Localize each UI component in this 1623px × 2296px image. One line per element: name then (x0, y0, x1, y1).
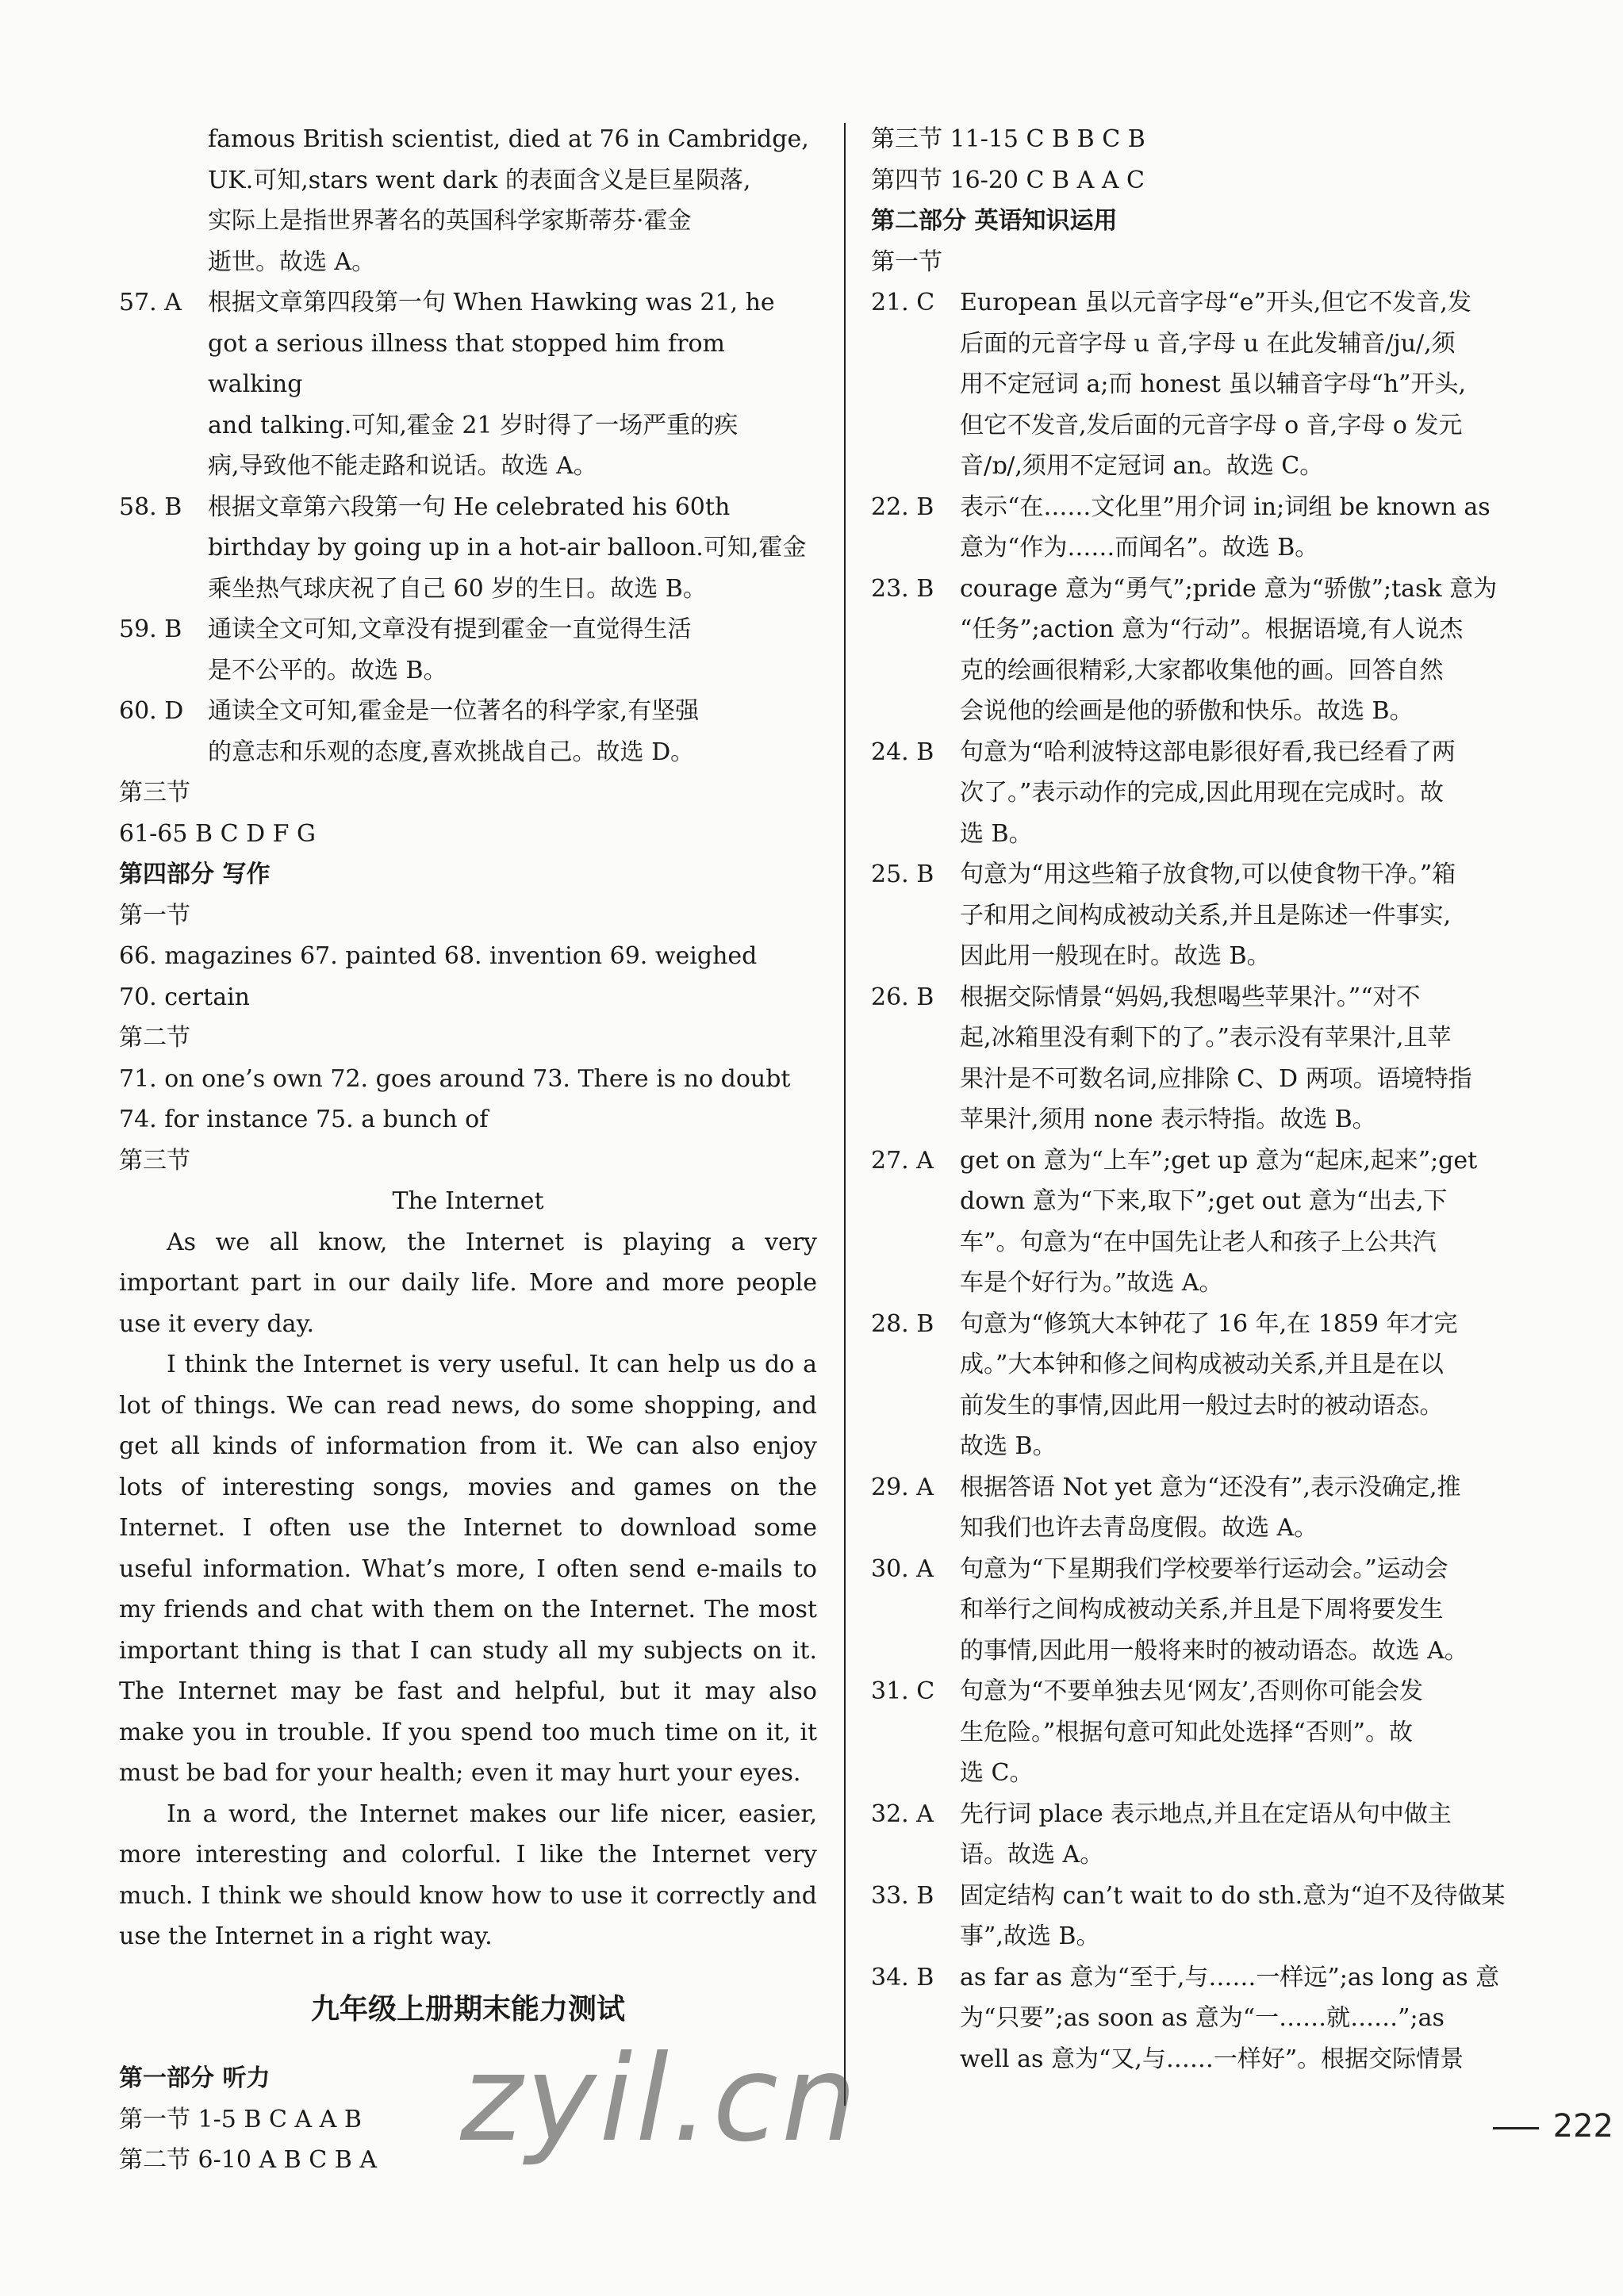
essay-paragraph: In a word, the Internet makes our life nicer, easier, more interesting and colorful. I like the Internet very much. I think we should know how to use it correctly and use the Internet in a right way. (119, 1800, 817, 1950)
answer-number: 31. C (871, 1677, 935, 1705)
answer-explanation (208, 487, 817, 610)
text-line: 事”,故选 B。 (960, 1922, 1100, 1950)
answer-explanation (208, 282, 817, 487)
answer-item (119, 609, 817, 691)
text-line: 语。故选 A。 (960, 1841, 1104, 1869)
text-line: 句意为“用这些箱子放食物,可以使食物干净。”箱 (960, 861, 1456, 888)
answer-item (871, 1304, 1575, 1467)
text-line: as far as 意为“至于,与……一样远”;as long as 意 (960, 1963, 1500, 1991)
answer-explanation (960, 1467, 1575, 1549)
answer-explanation (960, 1140, 1575, 1304)
text-line: 因此用一般现在时。故选 B。 (960, 942, 1271, 970)
answer-line: 61-65 B C D F G (119, 819, 316, 848)
answer-item (871, 1876, 1575, 1957)
answer-item (119, 487, 817, 610)
answer-item (871, 1467, 1575, 1549)
answer-explanation (960, 1549, 1575, 1672)
answer-line: 第三节 11-15 C B B C B (871, 125, 1145, 153)
answer-explanation (960, 1671, 1575, 1794)
answer-item (871, 1140, 1575, 1304)
text-line: down 意为“下来,取下”;get out 意为“出去,下 (960, 1187, 1448, 1215)
answer-number: 29. A (871, 1473, 934, 1501)
answer-line: 第二节 6-10 A B C B A (119, 2146, 377, 2174)
answer-number: 33. B (871, 1881, 934, 1910)
text-line: 起,冰箱里没有剩下的了。”表示没有苹果汁,且苹 (960, 1024, 1452, 1052)
answer-item (871, 854, 1575, 977)
text-line: 成。”大本钟和修之间构成被动关系,并且是在以 (960, 1351, 1444, 1378)
column-divider (844, 123, 846, 2106)
answer-item (871, 1549, 1575, 1672)
text-line: 表示“在……文化里”用介词 in;词组 be known as (960, 493, 1491, 521)
text-line: 用不定冠词 a;而 honest 虽以辅音字母“h”开头, (960, 370, 1467, 398)
answer-number: 24. B (871, 738, 934, 766)
text-line: 选 C。 (960, 1759, 1034, 1787)
text-line: 逝世。故选 A。 (208, 247, 376, 276)
watermark: zyil.cn (460, 2030, 861, 2168)
answer-line: 66. magazines 67. painted 68. invention 69. weighed (119, 942, 758, 970)
essay-paragraph: As we all know, the Internet is playing a very important part in our daily life. More and more people use it every day. (119, 1228, 817, 1338)
text-line: 次了。”表示动作的完成,因此用现在完成时。故 (960, 779, 1444, 807)
answer-explanation (960, 854, 1575, 977)
answer-item (871, 1794, 1575, 1876)
text-line: 句意为“不要单独去见‘网友’,否则你可能会发 (960, 1677, 1423, 1705)
text-line: 句意为“下星期我们学校要举行运动会。”运动会 (960, 1554, 1448, 1583)
answer-item (871, 569, 1575, 732)
answer-explanation (960, 732, 1575, 855)
answer-explanation (208, 609, 817, 691)
answer-number: 60. D (119, 697, 184, 725)
page-number (1493, 2108, 1613, 2145)
text-line: 生危险。”根据句意可知此处选择“否则”。故 (960, 1718, 1414, 1746)
text-line: 乘坐热气球庆祝了自己 60 岁的生日。故选 B。 (208, 574, 707, 603)
page-number-text: 222 (1552, 2108, 1613, 2145)
text-line: 和举行之间构成被动关系,并且是下周将要发生 (960, 1596, 1444, 1623)
text-line: 会说他的绘画是他的骄傲和快乐。故选 B。 (960, 697, 1414, 725)
answer-number: 32. A (871, 1800, 934, 1828)
section-label: 第三节 (119, 779, 190, 807)
answer-item (871, 977, 1575, 1140)
text-line: 句意为“哈利波特这部电影很好看,我已经看了两 (960, 738, 1456, 766)
q56-continuation (119, 119, 817, 282)
text-line: UK.可知,stars went dark 的表面含义是巨星陨落, (208, 166, 751, 194)
text-line: 句意为“修筑大本钟花了 16 年,在 1859 年才完 (960, 1309, 1458, 1338)
text-line: 子和用之间构成被动关系,并且是陈述一件事实, (960, 901, 1452, 930)
answer-item (871, 1671, 1575, 1794)
answer-number: 30. A (871, 1554, 934, 1583)
left-column (119, 119, 817, 2181)
section-label: 第一节 (871, 247, 942, 276)
text-line: 前发生的事情,因此用一般过去时的被动语态。 (960, 1391, 1444, 1420)
answer-number: 21. C (871, 289, 935, 316)
text-line: birthday by going up in a hot-air balloon.可知,霍金 (208, 534, 807, 562)
answer-item (119, 282, 817, 487)
text-line: 选 B。 (960, 819, 1033, 848)
answer-explanation (960, 1794, 1575, 1876)
text-line: 先行词 place 表示地点,并且在定语从句中做主 (960, 1800, 1452, 1828)
answer-explanation (960, 1957, 1575, 2080)
text-line: 后面的元音字母 u 音,字母 u 在此发辅音/ju/,须 (960, 329, 1456, 358)
section-label: 第二节 (119, 1024, 190, 1052)
text-line: 但它不发音,发后面的元音字母 o 音,字母 o 发元 (960, 411, 1463, 439)
answer-line: 70. certain (119, 983, 250, 1011)
part-title: 第四部分 写作 (119, 861, 270, 888)
answer-number: 22. B (871, 493, 934, 521)
text-line: 的事情,因此用一般将来时的被动语态。故选 A。 (960, 1636, 1468, 1665)
answer-explanation (960, 1876, 1575, 1957)
text-line: 根据答语 Not yet 意为“还没有”,表示没确定,推 (960, 1473, 1461, 1501)
answer-number: 34. B (871, 1963, 934, 1991)
answer-explanation (960, 1304, 1575, 1467)
answer-number: 28. B (871, 1309, 934, 1338)
answer-explanation (960, 282, 1575, 487)
answer-explanation (960, 977, 1575, 1140)
essay-paragraph: I think the Internet is very useful. It can help us do a lot of things. We can read news, do some shopping, and get all kinds of information from it. We can also enjoy lots of interesting songs, movies and games on the Internet. I often use the Internet to download some useful information. What’s more, I often send e-mails to my friends and chat with them on the Internet. The most important thing is that I can study all my subjects on it. The Internet may be fast and helpful, but it may also make you in trouble. If you spend too much time on it, it must be bad for your health; even it may hurt your eyes. (119, 1351, 817, 1787)
part-title: 第一部分 听力 (119, 2064, 270, 2092)
answer-explanation (208, 691, 817, 772)
text-line: got a serious illness that stopped him from walking (208, 329, 725, 398)
text-line: famous British scientist, died at 76 in Cambridge, (208, 125, 809, 153)
section-label: 第一节 (119, 901, 190, 930)
answer-item (871, 282, 1575, 487)
answer-line: 第四节 16-20 C B A A C (871, 166, 1145, 194)
text-line: and talking.可知,霍金 21 岁时得了一场严重的疾 (208, 411, 739, 439)
text-line: 固定结构 can’t wait to do sth.意为“迫不及待做某 (960, 1881, 1506, 1910)
text-line: 知我们也许去青岛度假。故选 A。 (960, 1514, 1318, 1542)
text-line: 音/ɒ/,须用不定冠词 an。故选 C。 (960, 452, 1324, 480)
answer-number: 57. A (119, 289, 182, 316)
text-line: 的意志和乐观的态度,喜欢挑战自己。故选 D。 (208, 738, 695, 766)
answer-item (871, 1957, 1575, 2080)
text-line: 克的绘画很精彩,大家都收集他的画。回答自然 (960, 656, 1444, 684)
text-line: 苹果汁,须用 none 表示特指。故选 B。 (960, 1106, 1376, 1133)
answer-number: 58. B (119, 493, 182, 521)
essay-title: The Internet (392, 1187, 544, 1215)
text-line: 病,导致他不能走路和说话。故选 A。 (208, 452, 597, 480)
answer-explanation (960, 487, 1575, 569)
text-line: 意为“作为……而闻名”。故选 B。 (960, 534, 1319, 562)
answer-number: 26. B (871, 983, 934, 1011)
answer-number: 25. B (871, 861, 934, 888)
text-line: 根据交际情景“妈妈,我想喝些苹果汁。”“对不 (960, 983, 1421, 1011)
text-line: 根据文章第六段第一句 He celebrated his 60th (208, 493, 731, 521)
text-line: courage 意为“勇气”;pride 意为“骄傲”;task 意为 (960, 574, 1498, 603)
answer-number: 27. A (871, 1146, 934, 1175)
text-line: get on 意为“上车”;get up 意为“起床,起来”;get (960, 1146, 1478, 1175)
text-line: 为“只要”;as soon as 意为“一……就……”;as (960, 2004, 1445, 2032)
text-line: 根据文章第四段第一句 When Hawking was 21, he (208, 289, 775, 316)
answer-item (871, 487, 1575, 569)
answer-number: 59. B (119, 615, 182, 643)
right-answer-list (871, 282, 1575, 2079)
answer-item (119, 691, 817, 772)
page-number-dash (1493, 2127, 1539, 2129)
answer-item (871, 732, 1575, 855)
exam-title: 九年级上册期末能力测试 (310, 1992, 625, 2026)
answer-explanation (960, 569, 1575, 732)
text-line: 实际上是指世界著名的英国科学家斯蒂芬·霍金 (208, 207, 692, 235)
part-title: 第二部分 英语知识运用 (871, 207, 1118, 235)
answer-line: 第一节 1-5 B C A A B (119, 2105, 362, 2133)
text-line: 车是个好行为。”故选 A。 (960, 1269, 1223, 1297)
text-line: 通读全文可知,文章没有提到霍金一直觉得生活 (208, 615, 692, 643)
text-line: 是不公平的。故选 B。 (208, 656, 447, 684)
text-line: European 虽以元音字母“e”开头,但它不发音,发 (960, 289, 1471, 316)
answer-number: 23. B (871, 574, 934, 603)
text-line: 果汁是不可数名词,应排除 C、D 两项。语境特指 (960, 1064, 1472, 1093)
answer-line: 74. for instance 75. a bunch of (119, 1106, 489, 1133)
text-line: 车”。句意为“在中国先让老人和孩子上公共汽 (960, 1228, 1437, 1256)
text-line: 通读全文可知,霍金是一位著名的科学家,有坚强 (208, 697, 700, 725)
text-line: well as 意为“又,与……一样好”。根据交际情景 (960, 2045, 1464, 2073)
answer-line: 71. on one’s own 72. goes around 73. There is no doubt (119, 1064, 791, 1093)
text-line: 故选 B。 (960, 1432, 1057, 1460)
text-line: “任务”;action 意为“行动”。根据语境,有人说杰 (960, 615, 1464, 643)
left-answer-list (119, 282, 817, 772)
right-column (871, 119, 1575, 2079)
section-label: 第三节 (119, 1146, 190, 1175)
